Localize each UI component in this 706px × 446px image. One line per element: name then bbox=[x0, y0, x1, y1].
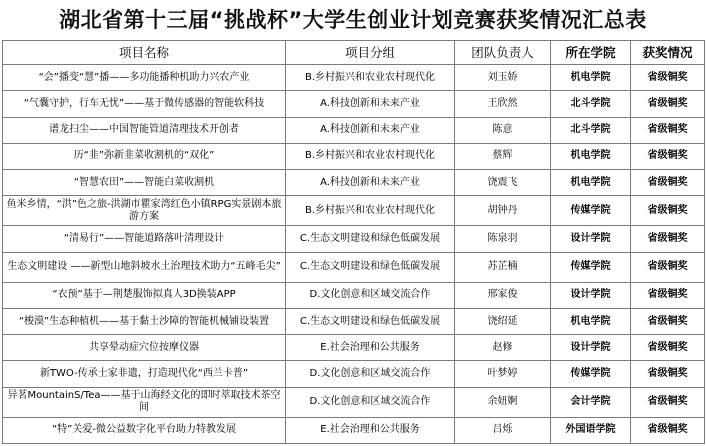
award-cell: 省级铜奖 bbox=[631, 170, 705, 196]
team-leader-cell: 陈意 bbox=[455, 117, 551, 143]
project-name-cell: “清易行”——智能道路落叶清理设计 bbox=[3, 226, 286, 252]
table-row bbox=[3, 361, 705, 387]
project-name-cell: “特”关爱-微公益数字化平台助力特教发展 bbox=[3, 417, 286, 443]
award-cell: 省级铜奖 bbox=[631, 65, 705, 91]
team-leader-cell: 胡钟丹 bbox=[455, 196, 551, 226]
table-row bbox=[3, 170, 705, 196]
award-cell: 省级铜奖 bbox=[631, 335, 705, 361]
college-cell: 设计学院 bbox=[551, 226, 631, 252]
table-row bbox=[3, 226, 705, 252]
header-project-name: 项目名称 bbox=[3, 41, 286, 65]
team-leader-cell: 陈泉羽 bbox=[455, 226, 551, 252]
project-name-cell: 历“韭”弥新韭菜收割机的“双化” bbox=[3, 143, 286, 169]
team-leader-cell: 苏芷楠 bbox=[455, 252, 551, 282]
college-cell: 北斗学院 bbox=[551, 117, 631, 143]
project-group-cell: B.乡村振兴和农业农村现代化 bbox=[286, 65, 455, 91]
award-cell: 省级铜奖 bbox=[631, 361, 705, 387]
award-cell: 省级铜奖 bbox=[631, 252, 705, 282]
college-cell: 北斗学院 bbox=[551, 91, 631, 117]
college-cell: 机电学院 bbox=[551, 143, 631, 169]
award-cell: 省级铜奖 bbox=[631, 387, 705, 417]
project-name-cell: “智慧农田”——智能白菜收割机 bbox=[3, 170, 286, 196]
project-group-cell: D.文化创意和区域交流合作 bbox=[286, 361, 455, 387]
project-group-cell: C.生态文明建设和绿色低碳发展 bbox=[286, 226, 455, 252]
project-name-cell: 生态文明建设 ——新型山地斜坡水土治理技术助力“五峰毛尖” bbox=[3, 252, 286, 282]
project-group-cell: C.生态文明建设和绿色低碳发展 bbox=[286, 252, 455, 282]
project-group-cell: A.科技创新和未来产业 bbox=[286, 91, 455, 117]
project-name-cell: “梭漠”生态种植机——基于黏土沙障的智能机械铺设装置 bbox=[3, 308, 286, 334]
college-cell: 外国语学院 bbox=[551, 417, 631, 443]
project-name-cell: 谱龙扫尘——中国智能管道清理技术开创者 bbox=[3, 117, 286, 143]
college-cell: 会计学院 bbox=[551, 387, 631, 417]
award-cell: 省级铜奖 bbox=[631, 417, 705, 443]
table-row bbox=[3, 117, 705, 143]
table-header-row bbox=[3, 41, 705, 65]
table-row bbox=[3, 196, 705, 226]
table-row bbox=[3, 335, 705, 361]
college-cell: 传媒学院 bbox=[551, 196, 631, 226]
table-row bbox=[3, 143, 705, 169]
award-cell: 省级铜奖 bbox=[631, 143, 705, 169]
college-cell: 传媒学院 bbox=[551, 252, 631, 282]
table-row bbox=[3, 387, 705, 417]
project-group-cell: C.生态文明建设和绿色低碳发展 bbox=[286, 308, 455, 334]
table-row bbox=[3, 282, 705, 308]
project-name-cell: “衣预”基于—荆楚服饰拟真人3D换装APP bbox=[3, 282, 286, 308]
project-name-cell: 鱼米乡情，“洪”色之旅-洪湖市瞿家湾红色小镇RPG实景剧本旅游方案 bbox=[3, 196, 286, 226]
header-team-leader: 团队负责人 bbox=[455, 41, 551, 65]
college-cell: 机电学院 bbox=[551, 308, 631, 334]
project-group-cell: E.社会治理和公共服务 bbox=[286, 417, 455, 443]
table-row bbox=[3, 91, 705, 117]
award-cell: 省级铜奖 bbox=[631, 196, 705, 226]
award-cell: 省级铜奖 bbox=[631, 117, 705, 143]
team-leader-cell: 饶绍延 bbox=[455, 308, 551, 334]
project-group-cell: A.科技创新和未来产业 bbox=[286, 170, 455, 196]
project-name-cell: 新TWO-传承土家非遗，打造现代化“西兰卡普” bbox=[3, 361, 286, 387]
project-group-cell: A.科技创新和未来产业 bbox=[286, 117, 455, 143]
team-leader-cell: 刘玉娇 bbox=[455, 65, 551, 91]
project-name-cell: 共享晕动症穴位按摩仪器 bbox=[3, 335, 286, 361]
college-cell: 传媒学院 bbox=[551, 361, 631, 387]
team-leader-cell: 王欣然 bbox=[455, 91, 551, 117]
table-row bbox=[3, 252, 705, 282]
project-group-cell: E.社会治理和公共服务 bbox=[286, 335, 455, 361]
college-cell: 机电学院 bbox=[551, 170, 631, 196]
header-project-group: 项目分组 bbox=[286, 41, 455, 65]
college-cell: 设计学院 bbox=[551, 282, 631, 308]
award-table bbox=[2, 40, 705, 444]
project-name-cell: “气囊守护，行车无忧”——基于微传感器的智能软科技 bbox=[3, 91, 286, 117]
project-group-cell: D.文化创意和区域交流合作 bbox=[286, 282, 455, 308]
award-cell: 省级铜奖 bbox=[631, 226, 705, 252]
award-cell: 省级铜奖 bbox=[631, 91, 705, 117]
project-name-cell: “会”播变“慧”播——多功能播种机助力兴农产业 bbox=[3, 65, 286, 91]
table-row bbox=[3, 65, 705, 91]
award-cell: 省级铜奖 bbox=[631, 308, 705, 334]
header-college: 所在学院 bbox=[551, 41, 631, 65]
page-title: 湖北省第十三届“挑战杯”大学生创业计划竞赛获奖情况汇总表 bbox=[59, 8, 647, 32]
project-group-cell: B.乡村振兴和农业农村现代化 bbox=[286, 143, 455, 169]
college-cell: 机电学院 bbox=[551, 65, 631, 91]
project-group-cell: D.文化创意和区域交流合作 bbox=[286, 387, 455, 417]
team-leader-cell: 赵修 bbox=[455, 335, 551, 361]
header-award: 获奖情况 bbox=[631, 41, 705, 65]
team-leader-cell: 叶梦婷 bbox=[455, 361, 551, 387]
team-leader-cell: 吕烁 bbox=[455, 417, 551, 443]
team-leader-cell: 蔡辉 bbox=[455, 143, 551, 169]
team-leader-cell: 饶震飞 bbox=[455, 170, 551, 196]
table-row bbox=[3, 417, 705, 443]
team-leader-cell: 余妞婀 bbox=[455, 387, 551, 417]
college-cell: 设计学院 bbox=[551, 335, 631, 361]
project-group-cell: B.乡村振兴和农业农村现代化 bbox=[286, 196, 455, 226]
table-row bbox=[3, 308, 705, 334]
team-leader-cell: 邢家俊 bbox=[455, 282, 551, 308]
project-name-cell: 异茗MountainS/Tea——基于山海经文化的即时萃取技术茶空间 bbox=[3, 387, 286, 417]
award-cell: 省级铜奖 bbox=[631, 282, 705, 308]
